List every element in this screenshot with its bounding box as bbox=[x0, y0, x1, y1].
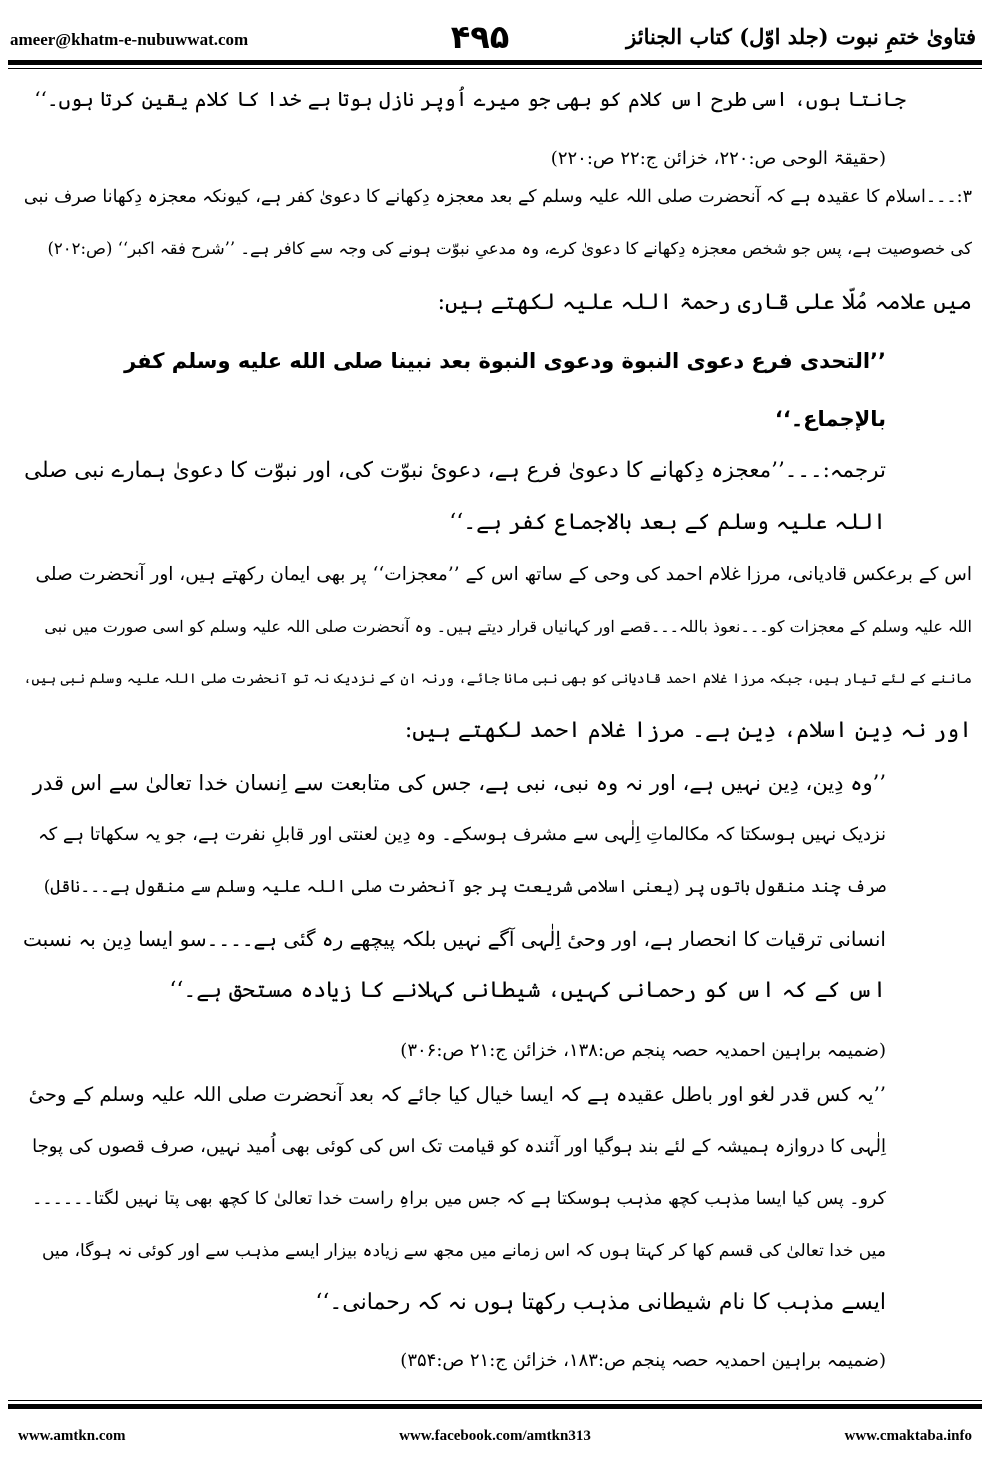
footer-rule-thick bbox=[8, 1404, 982, 1409]
header-rule-thin bbox=[8, 68, 982, 69]
reference-line: (ضمیمہ براہین احمدیہ حصہ پنجم ص:۱۳۸، خزائن ج:۲۱ ص:۳۰۶) bbox=[400, 1040, 886, 1061]
body-line: میں علامہ مُلّا علی قاری رحمۃ اللہ علیہ لکھتے ہیں: bbox=[437, 290, 972, 315]
arabic-quote-line: بالإجماع۔‘‘ bbox=[774, 407, 886, 431]
body-line: میں خدا تعالیٰ کی قسم کھا کر کہتا ہوں کہ اس زمانے میں مجھ سے زیادہ بیزار ایسے مذہب سے اور کوئی نہ ہوگا، میں bbox=[41, 1241, 886, 1261]
body-line: ایسے مذہب کا نام شیطانی مذہب رکھتا ہوں نہ کہ رحمانی۔‘‘ bbox=[315, 1290, 886, 1315]
header-email[interactable]: ameer@khatm-e-nubuwwat.com bbox=[10, 30, 249, 49]
body-line: ماننے کے لئے تیار ہیں، جبکہ مرزا غلام احمد قادیانی کو بھی نبی مانا جائے، ورنہ ان کے نزدیک نہ تو آنحضرت صلی اللہ علیہ وسلم نبی ہیں، bbox=[23, 671, 972, 687]
body-line: نزدیک نہیں ہوسکتا کہ مکالماتِ اِلٰہی سے مشرف ہوسکے۔ وہ دِین لعنتی اور قابلِ نفرت ہے، جو یہ سکھاتا ہے کہ bbox=[38, 824, 886, 845]
footer-link-right[interactable]: www.cmaktaba.info bbox=[844, 1428, 972, 1444]
reference-line: (حقیقۃ الوحی ص:۲۲۰، خزائن ج:۲۲ ص:۲۲۰) bbox=[550, 148, 886, 169]
footer-rule-thin bbox=[8, 1400, 982, 1401]
body-line: ۳:۔۔۔اسلام کا عقیدہ ہے کہ آنحضرت صلی اللہ علیہ وسلم کے بعد معجزہ دِکھانے کا دعویٰ کفر ہے، کیونکہ معجزہ دِکھانا صرف نبی bbox=[23, 187, 972, 207]
body-line: اور نہ دِینِ اسلام، دِین ہے۔ مرزا غلام احمد لکھتے ہیں: bbox=[404, 718, 972, 743]
body-line: ’’وہ دِین، دِین نہیں ہے، اور نہ وہ نبی، نبی ہے، جس کی متابعت سے اِنسان خدا تعالیٰ سے اس قدر bbox=[32, 771, 886, 795]
header-rule-thick bbox=[8, 60, 982, 65]
page-number: ۴۹۵ bbox=[450, 18, 510, 56]
body-line: کی خصوصیت ہے، پس جو شخص معجزہ دِکھانے کا دعویٰ کرے، وہ مدعیِ نبوّت ہونے کی وجہ سے کافر ہے۔ ’’شرح فقہ اکبر‘‘ (ص:۲۰۲) bbox=[47, 239, 972, 258]
arabic-quote-line: ’’التحدی فرع دعوی النبوة ودعوی النبوة بعد نبینا صلی الله علیه وسلم کفر bbox=[124, 349, 886, 373]
body-line: اس کے کہ اس کو رحمانی کہیں، شیطانی کہلانے کا زیادہ مستحق ہے۔‘‘ bbox=[169, 978, 886, 1003]
body-line: انسانی ترقیات کا انحصار ہے، اور وحیٔ اِلٰہی آگے نہیں بلکہ پیچھے رہ گئی ہے۔۔۔۔سو ایسا دِین بہ نسبت bbox=[23, 927, 886, 951]
page-body bbox=[20, 84, 972, 1384]
body-line: اللہ علیہ وسلم کے معجزات کو۔۔۔نعوذ باللہ۔۔۔قصے اور کہانیاں قرار دیتے ہیں۔ وہ آنحضرت صلی اللہ علیہ وسلم کو اسی صورت میں نبی bbox=[44, 617, 972, 636]
body-line: اس کے برعکس قادیانی، مرزا غلام احمد کی وحی کے ساتھ اس کے ’’معجزات‘‘ پر بھی ایمان رکھتے ہیں، اور آنحضرت صلی bbox=[35, 564, 972, 585]
body-line: ترجمہ:۔۔۔’’معجزہ دِکھانے کا دعویٰ فرع ہے، دعویٔ نبوّت کی، اور نبوّت کا دعویٰ ہمارے نبی صلی bbox=[24, 458, 886, 483]
footer-link-left[interactable]: www.amtkn.com bbox=[18, 1428, 126, 1444]
body-line: ’’یہ کس قدر لغو اور باطل عقیدہ ہے کہ ایسا خیال کیا جائے کہ بعد آنحضرت صلی اللہ علیہ وسلم کے وحیٔ bbox=[28, 1083, 886, 1106]
body-line: کرو۔ پس کیا ایسا مذہب کچھ مذہب ہوسکتا ہے کہ جس میں براہِ راست خدا تعالیٰ کا کچھ بھی پتا نہیں لگتا۔۔۔۔۔۔ bbox=[32, 1189, 886, 1209]
body-line: صرف چند منقول باتوں پر (یعنی اسلامی شریعت پر جو آنحضرت صلی اللہ علیہ وسلم سے منقول ہے۔۔۔ناقل) bbox=[43, 877, 886, 897]
page-footer bbox=[0, 1420, 990, 1460]
body-line: جانتا ہوں، اسی طرح اس کلام کو بھی جو میرے اُوپر نازل ہوتا ہے خدا کا کلام یقین کرتا ہوں۔‘‘ bbox=[34, 87, 906, 111]
reference-line: (ضمیمہ براہین احمدیہ حصہ پنجم ص:۱۸۳، خزائن ج:۲۱ ص:۳۵۴) bbox=[400, 1350, 886, 1371]
footer-link-center[interactable]: www.facebook.com/amtkn313 bbox=[399, 1428, 591, 1444]
book-title: فتاویٰ ختمِ نبوت (جلد اوّل) کتاب الجنائز bbox=[626, 24, 976, 49]
body-line: اِلٰہی کا دروازہ ہمیشہ کے لئے بند ہوگیا اور آئندہ کو قیامت تک اس کی کوئی بھی اُمید نہیں، صرف قصوں کی پوجا bbox=[32, 1136, 886, 1157]
body-line: اللہ علیہ وسلم کے بعد بالاجماع کفر ہے۔‘‘ bbox=[449, 510, 886, 535]
